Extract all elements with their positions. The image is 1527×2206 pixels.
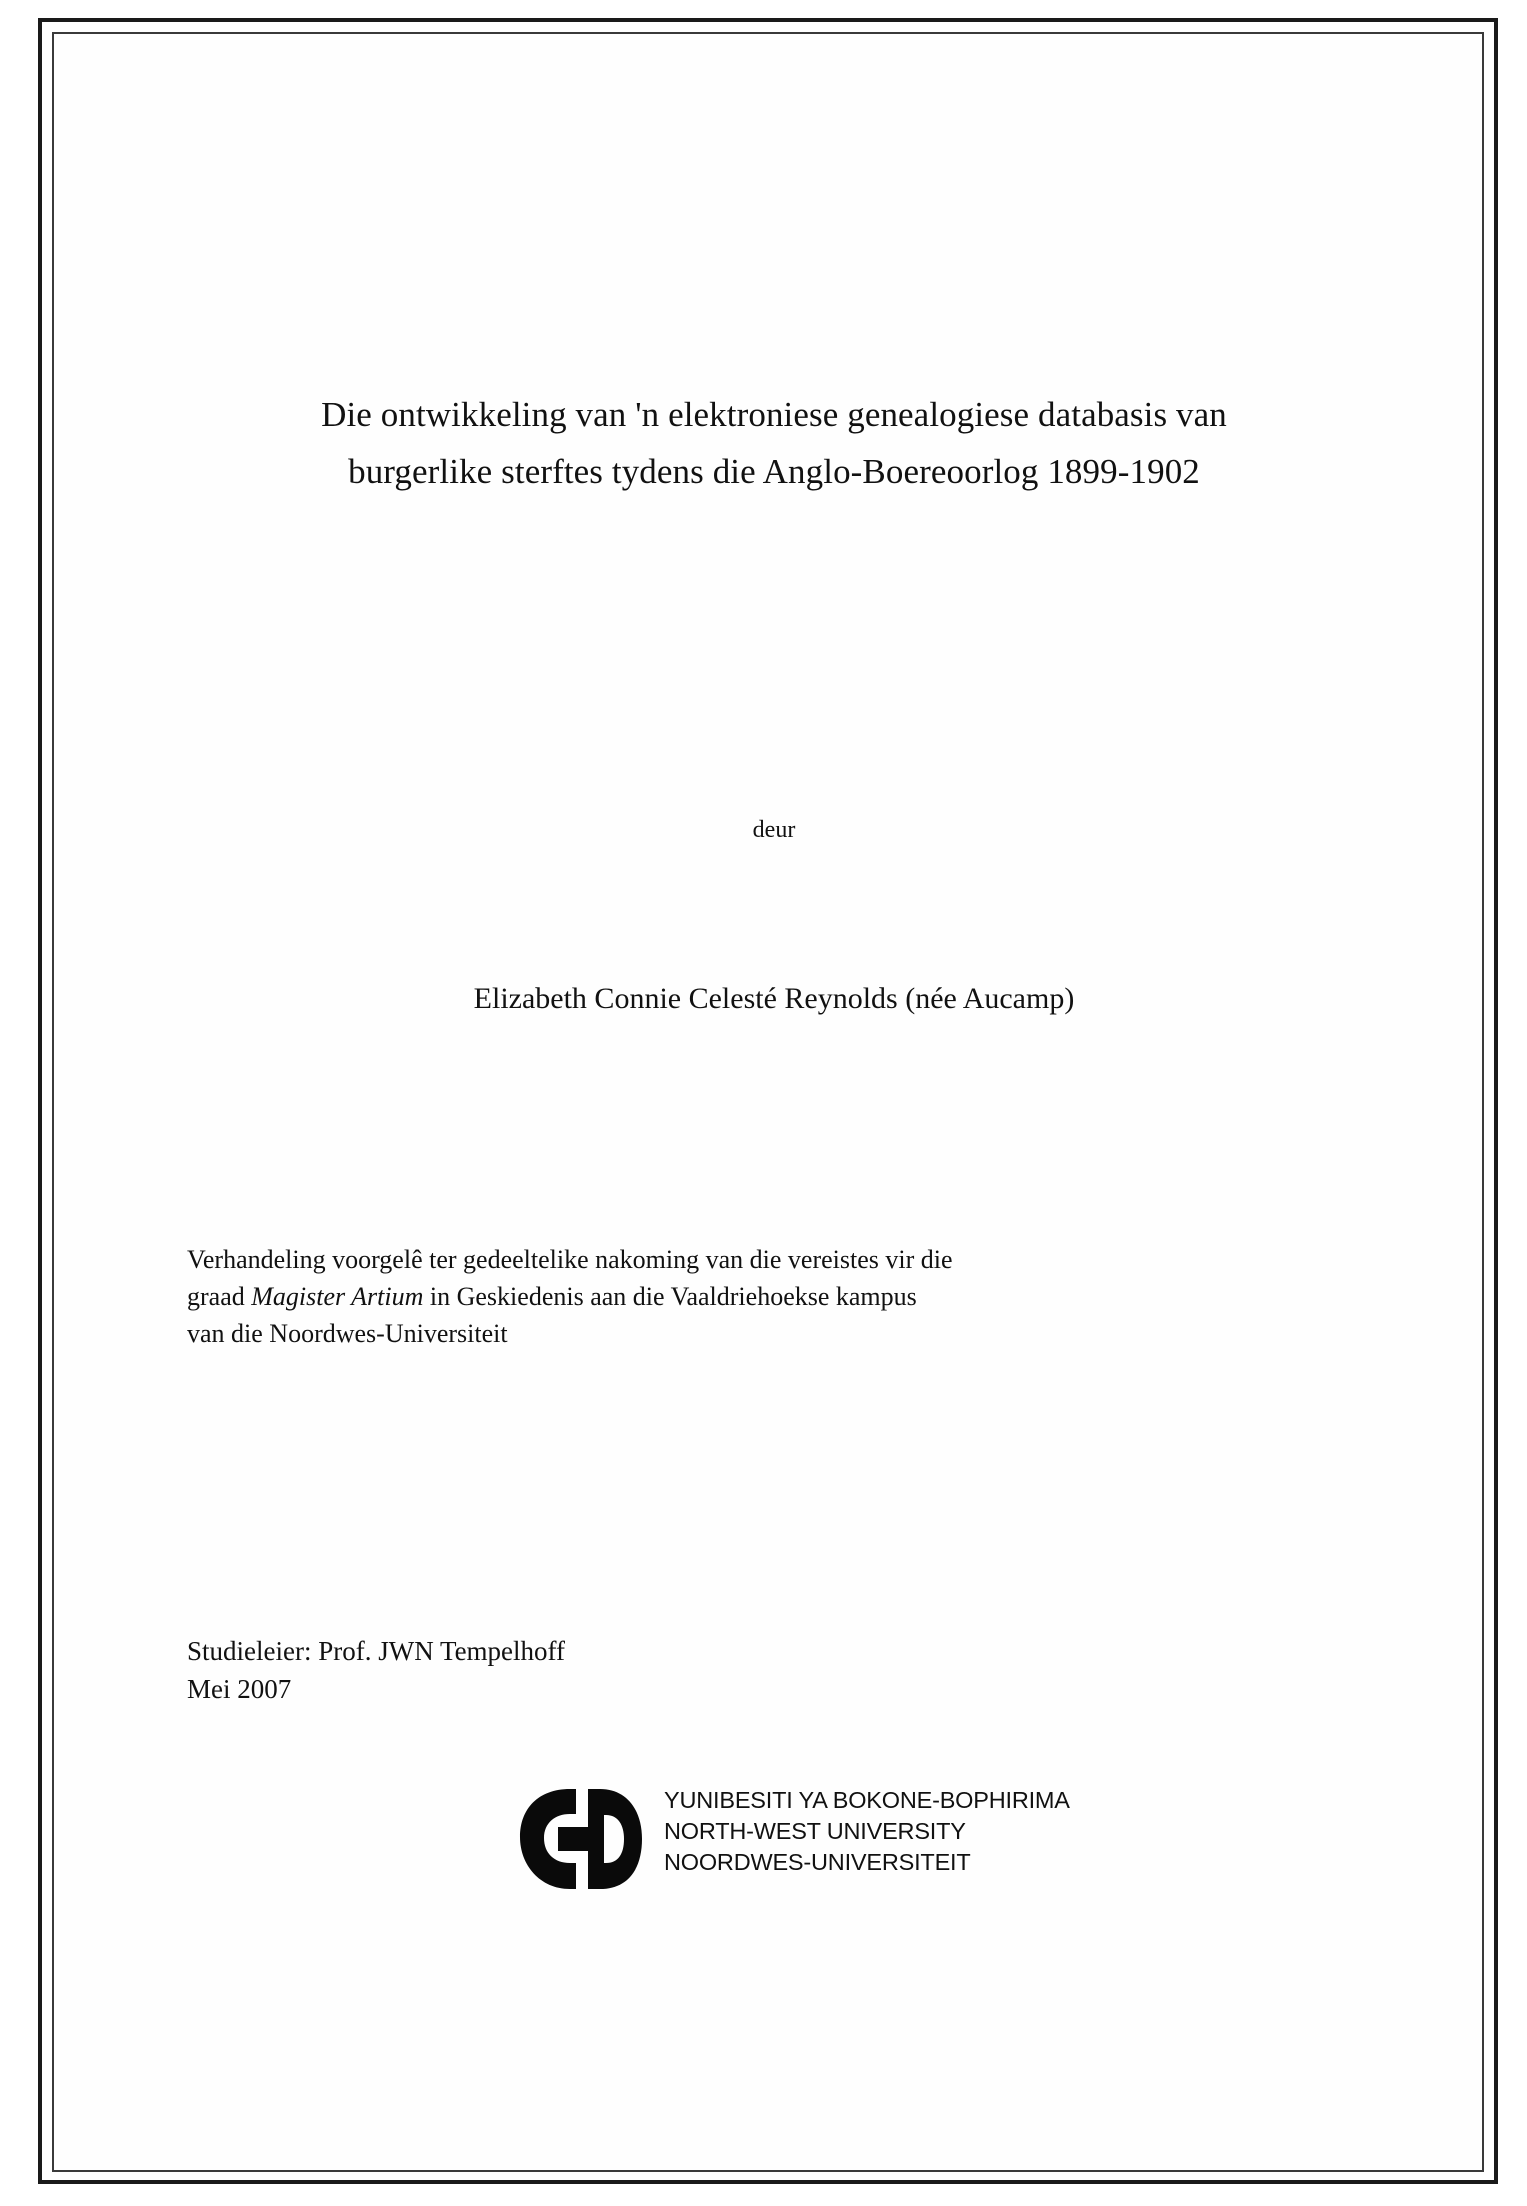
university-logo: [452, 1777, 1152, 1907]
by-label: deur: [752, 817, 796, 843]
logo-text-line-1: YUNIBESITI YA BOKONE-BOPHIRIMA: [664, 1787, 1070, 1813]
degree-statement-line-2-suffix: in Geskiedenis aan die Vaaldriehoekse kampus: [423, 1281, 917, 1311]
page-title: [190, 387, 1358, 500]
degree-statement-line-2: [187, 1279, 1210, 1316]
degree-name-italic: Magister Artium: [251, 1281, 424, 1311]
date-line: Mei 2007: [187, 1674, 292, 1705]
degree-statement-line-3: van die Noordwes-Universiteit: [187, 1318, 508, 1348]
title-line-2: burgerlike sterftes tydens die Anglo-Boereoorlog 1899-1902: [348, 451, 1200, 491]
north-west-university-logo-mark-icon: [514, 1785, 644, 1893]
logo-text-line-2: NORTH-WEST UNIVERSITY: [664, 1818, 966, 1845]
university-logo-text: [664, 1785, 1070, 1878]
title-page-content: [52, 32, 1484, 2172]
logo-text-line-3: NOORDWES-UNIVERSITEIT: [664, 1849, 971, 1876]
title-line-1: Die ontwikkeling van 'n elektroniese genealogiese databasis van: [321, 395, 1227, 434]
degree-statement-line-2-prefix: graad: [187, 1281, 252, 1311]
supervisor-line: Studieleier: Prof. JWN Tempelhoff: [187, 1636, 566, 1666]
supervisor-block: [187, 1632, 1087, 1709]
degree-statement-line-1: Verhandeling voorgelê ter gedeeltelike nakoming van die vereistes vir die: [187, 1245, 953, 1274]
author-name: Elizabeth Connie Celesté Reynolds (née Aucamp): [473, 982, 1075, 1015]
degree-statement: [187, 1242, 1210, 1353]
